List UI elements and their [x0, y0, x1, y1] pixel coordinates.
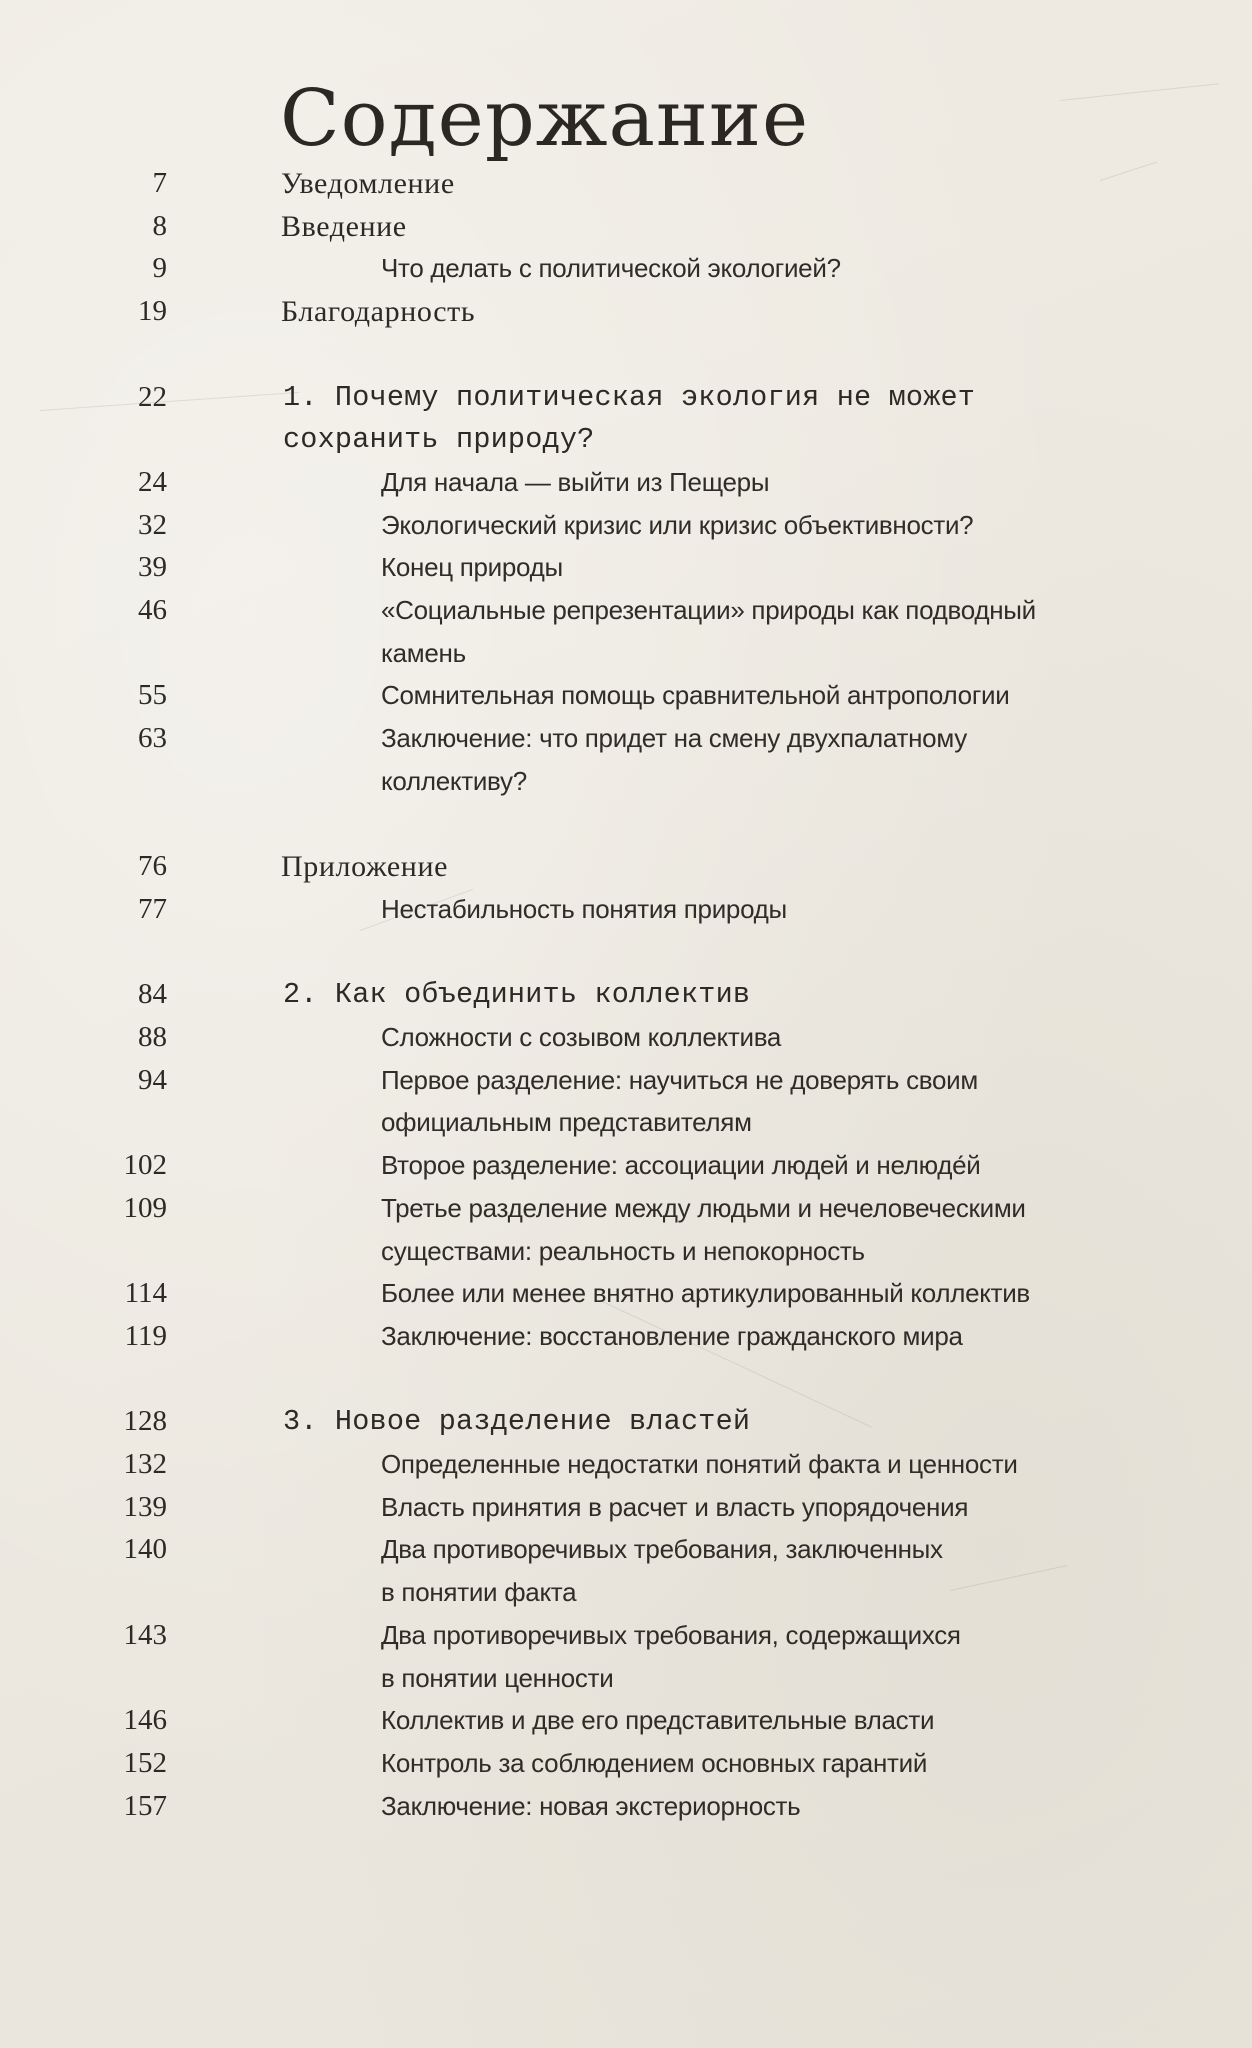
toc-entry	[0, 376, 1252, 419]
chapter-title: 1. Почему политическая экология не может	[283, 380, 976, 414]
page-number: 84	[138, 978, 167, 1011]
toc-entry	[0, 888, 1252, 931]
toc-entry	[0, 674, 1252, 717]
toc-entry	[0, 162, 1252, 205]
toc-entry	[0, 1187, 1252, 1230]
page-number: 139	[123, 1490, 167, 1523]
section-title: Заключение: восстановление гражданского мира	[381, 1320, 963, 1351]
section-title: Заключение: новая экстериорность	[381, 1790, 801, 1821]
section-title: в понятии факта	[381, 1577, 577, 1608]
section-title: Два противоречивых требования, содержащихся	[381, 1619, 961, 1650]
section-title: Нестабильность понятия природы	[381, 893, 787, 924]
toc-entry-continuation	[0, 1230, 1252, 1273]
toc-entry	[0, 1315, 1252, 1358]
toc-entry	[0, 1785, 1252, 1828]
section-title: Сложности с созывом коллектива	[381, 1022, 782, 1052]
page-number: 24	[138, 465, 167, 498]
section-title: Первое разделение: научиться не доверять своим	[381, 1064, 978, 1095]
toc-entry	[0, 1144, 1252, 1187]
section-title: официальным представителям	[381, 1107, 752, 1138]
page-number: 7	[152, 167, 167, 199]
section-title: Сомнительная помощь сравнительной антропологии	[381, 680, 1010, 711]
chapter-title: 2. Как объединить коллектив	[283, 978, 751, 1012]
section-title: в понятии ценности	[381, 1662, 614, 1693]
page-number: 88	[138, 1021, 167, 1053]
page-number: 94	[138, 1063, 167, 1096]
paper-fiber	[1060, 83, 1219, 101]
toc-entry-continuation	[0, 1101, 1252, 1144]
toc-entry	[0, 1400, 1252, 1443]
toc-entry	[0, 589, 1252, 632]
page-number: 39	[138, 551, 167, 584]
toc-entry	[0, 1016, 1252, 1059]
page-number: 46	[138, 594, 167, 626]
toc-entry	[0, 1272, 1252, 1315]
front-title: Приложение	[281, 850, 449, 884]
front-title: Уведомление	[281, 167, 455, 200]
section-title: Власть принятия в расчет и власть упорядочения	[381, 1491, 969, 1522]
page-number: 152	[123, 1746, 167, 1779]
section-title: «Социальные репрезентации» природы как подводный	[381, 595, 1036, 625]
page-number: 132	[123, 1448, 167, 1480]
section-title: Второе разделение: ассоциации людей и нелюде́й	[381, 1150, 981, 1181]
toc-entry	[0, 973, 1252, 1016]
toc-entry	[0, 546, 1252, 589]
toc-entry-continuation	[0, 418, 1252, 461]
chapter-title: 3. Новое разделение властей	[283, 1405, 751, 1439]
page-number: 140	[123, 1533, 167, 1566]
page-number: 146	[123, 1704, 167, 1737]
toc-entry	[0, 461, 1252, 504]
page-number: 76	[138, 850, 167, 883]
page-number: 32	[138, 508, 167, 541]
section-title: Третье разделение между людьми и нечеловеческими	[381, 1192, 1026, 1223]
page-number: 143	[123, 1618, 167, 1651]
section-title: Коллектив и две его представительные власти	[381, 1705, 935, 1736]
toc-entry	[0, 1699, 1252, 1742]
page-number: 77	[138, 892, 167, 925]
page-number: 102	[123, 1149, 167, 1182]
section-title: существами: реальность и непокорность	[381, 1235, 865, 1266]
toc-entry	[0, 504, 1252, 547]
toc-entry	[0, 1614, 1252, 1657]
page-number: 119	[124, 1319, 167, 1352]
page-number: 128	[123, 1405, 167, 1438]
section-title: Более или менее внятно артикулированный коллектив	[381, 1278, 1030, 1309]
toc-entry	[0, 1443, 1252, 1486]
page-number: 22	[138, 380, 167, 413]
toc-entry	[0, 290, 1252, 333]
toc-entry-continuation	[0, 632, 1252, 675]
page-number: 55	[138, 679, 167, 712]
section-title: Конец природы	[381, 552, 563, 583]
chapter-title: сохранить природу?	[283, 423, 595, 457]
section-title: Что делать с политической экологией?	[381, 253, 841, 284]
page-number: 114	[124, 1277, 167, 1310]
toc-entry	[0, 205, 1252, 248]
section-title: Заключение: что придет на смену двухпалатному	[381, 723, 967, 754]
toc-entry	[0, 717, 1252, 760]
toc-entry	[0, 1528, 1252, 1571]
section-title: коллективу?	[381, 765, 527, 796]
page-number: 19	[138, 295, 167, 328]
page-number: 9	[152, 252, 167, 285]
section-title: Контроль за соблюдением основных гарантий	[381, 1747, 928, 1778]
section-title: камень	[381, 637, 466, 668]
toc-entry	[0, 1742, 1252, 1785]
toc-entry	[0, 1059, 1252, 1102]
toc-entry	[0, 1486, 1252, 1529]
section-title: Экологический кризис или кризис объективности?	[381, 509, 974, 540]
front-title: Благодарность	[281, 295, 476, 329]
toc-entry	[0, 247, 1252, 290]
toc-entry	[0, 845, 1252, 888]
page-number: 109	[123, 1191, 167, 1224]
page-number: 8	[152, 209, 167, 242]
section-title: Для начала — выйти из Пещеры	[381, 466, 770, 497]
toc-entry-continuation	[0, 760, 1252, 803]
page-number: 63	[138, 722, 167, 755]
page-title: Содержание	[280, 74, 810, 165]
section-title: Два противоречивых требования, заключенных	[381, 1534, 943, 1565]
toc-entry-continuation	[0, 1571, 1252, 1614]
toc-entry-continuation	[0, 1657, 1252, 1700]
section-title: Определенные недостатки понятий факта и ценности	[381, 1449, 1018, 1479]
page-number: 157	[123, 1789, 167, 1822]
front-title: Введение	[281, 209, 407, 243]
